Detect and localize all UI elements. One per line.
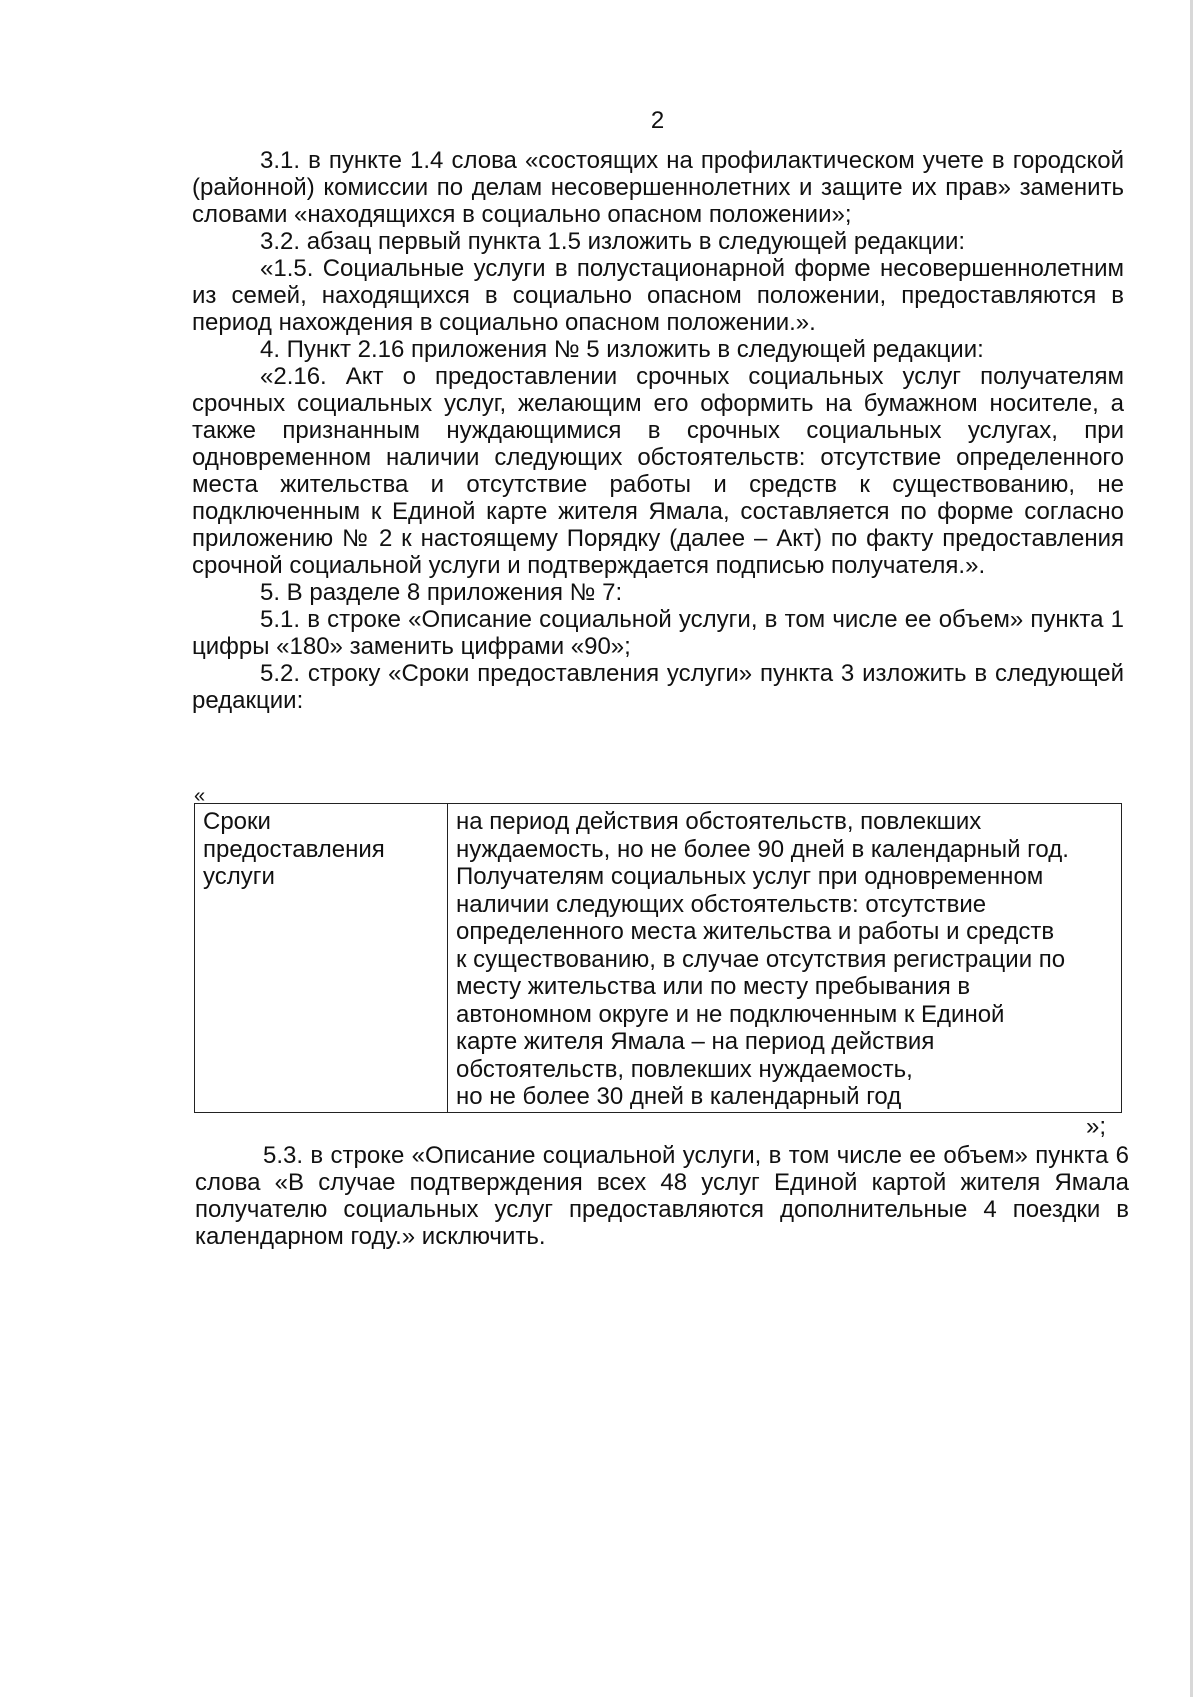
paragraph-5-2: 5.2. строку «Сроки предоставления услуги» пункта 3 изложить в следующей редакции: xyxy=(192,660,1124,714)
value-line: на период действия обстоятельств, повлекших xyxy=(456,808,982,835)
value-line: но не более 30 дней в календарный год xyxy=(456,1083,902,1110)
value-line: обстоятельств, повлекших нуждаемость, xyxy=(456,1055,913,1083)
value-line: к существованию, в случае отсутствия регистрации по xyxy=(456,945,1066,973)
paragraph-5-1: 5.1. в строке «Описание социальной услуги, в том числе ее объем» пункта 1 цифры «180» заменить цифрами «90»; xyxy=(192,606,1124,660)
value-line: месту жительства или по месту пребывания в xyxy=(456,973,971,1000)
value-line: карте жителя Ямала – на период действия xyxy=(456,1028,935,1055)
table-close-quote: »; xyxy=(1086,1113,1107,1140)
value-line: нуждаемость, но не более 90 дней в календарный год. xyxy=(456,835,1069,863)
table-term-cell xyxy=(195,804,448,1113)
document-body-continued xyxy=(195,1142,1129,1250)
paragraph-3-2: 3.2. абзац первый пункта 1.5 изложить в следующей редакции: xyxy=(260,228,966,255)
paragraph-4: 4. Пункт 2.16 приложения № 5 изложить в следующей редакции: xyxy=(260,336,984,363)
value-line: Получателям социальных услуг при одновременном xyxy=(456,863,1044,890)
table-value-cell xyxy=(448,804,1122,1113)
scan-edge-line xyxy=(1190,0,1193,1697)
value-line: наличии следующих обстоятельств: отсутствие xyxy=(456,890,987,918)
paragraph-5-3: 5.3. в строке «Описание социальной услуги, в том числе ее объем» пункта 6 слова «В случае подтверждения всех 48 услуг Единой картой жителя Ямала получателю социальных услуг предоставляются дополнительные 4 поездки в календарном году.» исключить. xyxy=(195,1142,1129,1250)
document-body xyxy=(192,147,1124,714)
term-line: предоставления xyxy=(203,835,385,863)
page-number: 2 xyxy=(650,107,665,134)
value-line: автономном округе и не подключенным к Единой xyxy=(456,1000,1005,1028)
table-row xyxy=(195,804,1122,1113)
value-line: определенного места жительства и работы и средств xyxy=(456,918,1055,945)
table-open-quote: « xyxy=(194,785,206,807)
term-line: Сроки xyxy=(203,808,271,835)
paragraph-3-1: 3.1. в пункте 1.4 слова «состоящих на профилактическом учете в городской (районной) комиссии по делам несовершеннолетних и защите их прав» заменить словами «находящихся в социально опасном положении»; xyxy=(192,147,1124,228)
paragraph-quote-1-5: «1.5. Социальные услуги в полустационарной форме несовершеннолетним из семей, находящихся в социально опасном положении, предоставляются в период нахождения в социально опасном положении.». xyxy=(192,255,1124,336)
amendment-table xyxy=(194,803,1122,1113)
paragraph-5: 5. В разделе 8 приложения № 7: xyxy=(260,579,623,606)
term-line: услуги xyxy=(203,863,275,890)
paragraph-quote-2-16: «2.16. Акт о предоставлении срочных социальных услуг получателям срочных социальных услуг, желающим его оформить на бумажном носителе, а также признанным нуждающимися в срочных социальных услугах, при одновременном наличии следующих обстоятельств: отсутствие определенного места жительства и отсутствие работы и средств к существованию, не подключенным к Единой карте жителя Ямала, составляется по форме согласно приложению № 2 к настоящему Порядку (далее – Акт) по факту предоставления срочной социальной услуги и подтверждается подписью получателя.». xyxy=(192,363,1124,579)
